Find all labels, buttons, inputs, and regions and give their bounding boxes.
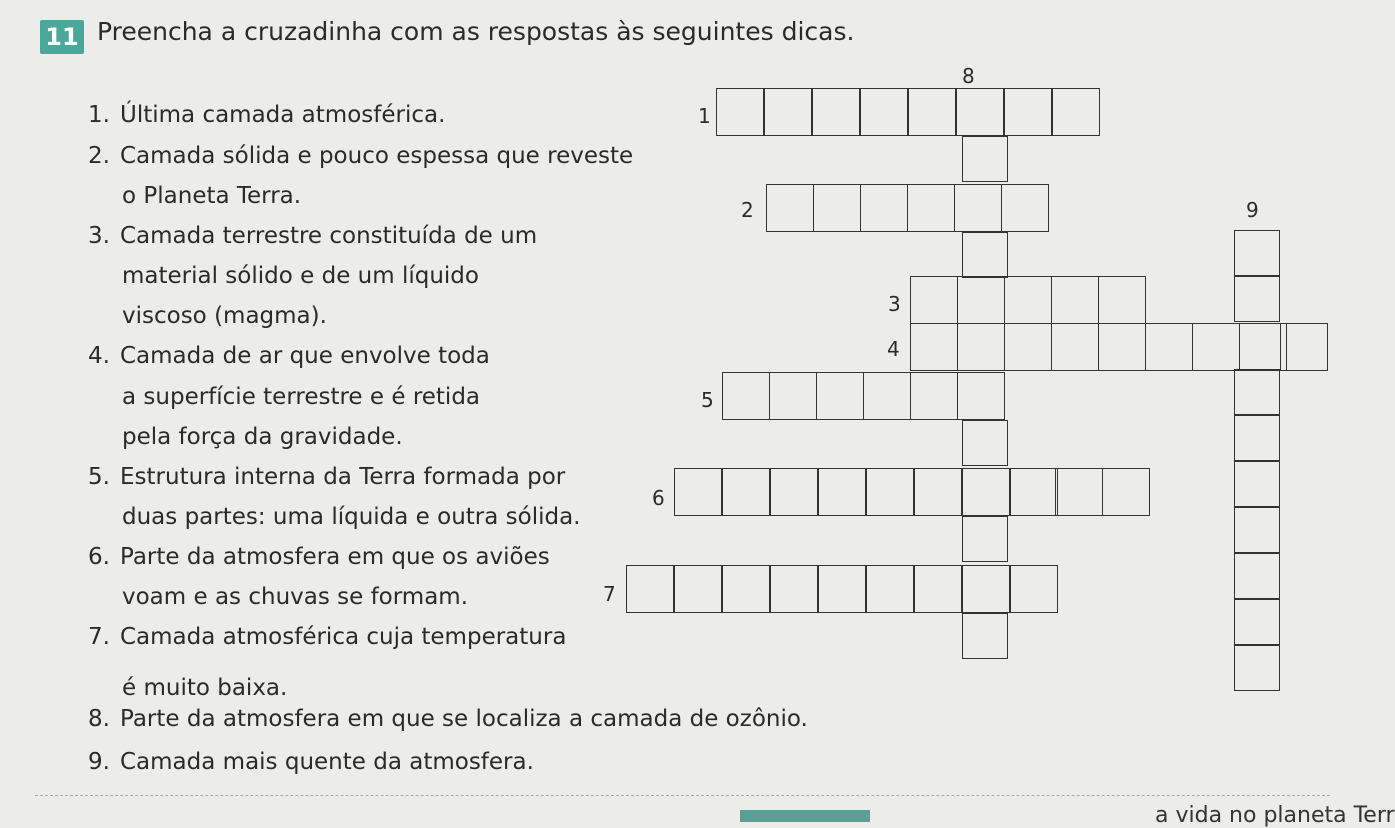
crossword-cell[interactable] [866, 565, 914, 613]
grid-number-5: 5 [701, 388, 714, 412]
crossword-cell[interactable] [816, 372, 864, 420]
clue-7-line-2: é muito baixa. [122, 675, 288, 701]
crossword-cell[interactable] [962, 613, 1008, 659]
clue-text: Camada de ar que envolve toda [120, 343, 490, 369]
grid-number-3: 3 [888, 292, 901, 316]
grid-number-4: 4 [887, 337, 900, 361]
crossword-cell[interactable] [1051, 323, 1099, 371]
crossword-cell[interactable] [722, 372, 770, 420]
grid-number-1: 1 [698, 104, 711, 128]
crossword-cell[interactable] [674, 468, 722, 516]
grid-number-2: 2 [741, 198, 754, 222]
crossword-cell[interactable] [957, 323, 1005, 371]
crossword-cell[interactable] [818, 468, 866, 516]
crossword-cell[interactable] [1004, 323, 1052, 371]
clue-number: 3. [88, 223, 110, 249]
crossword-cell[interactable] [769, 372, 817, 420]
crossword-cell[interactable] [1010, 565, 1058, 613]
clue-text: Camada atmosférica cuja temperatura [120, 624, 567, 650]
clue-text: Parte da atmosfera em que se localiza a camada de ozônio. [120, 706, 808, 732]
crossword-cell[interactable] [956, 88, 1004, 136]
clue-text: Camada mais quente da atmosfera. [120, 749, 534, 775]
exercise-instruction: Preencha a cruzadinha com as respostas às seguintes dicas. [97, 17, 855, 46]
crossword-cell[interactable] [962, 136, 1008, 182]
crossword-cell[interactable] [910, 323, 958, 371]
crossword-cell[interactable] [770, 565, 818, 613]
crossword-cell[interactable] [1234, 415, 1280, 461]
crossword-cell[interactable] [1004, 88, 1052, 136]
crossword-cell[interactable] [722, 565, 770, 613]
crossword-cell[interactable] [907, 184, 955, 232]
clue-4-line-3: pela força da gravidade. [122, 424, 403, 450]
crossword-cell[interactable] [860, 88, 908, 136]
grid-number-8: 8 [962, 64, 975, 88]
clue-number: 7. [88, 624, 110, 650]
crossword-cell[interactable] [1280, 323, 1328, 371]
crossword-cell[interactable] [764, 88, 812, 136]
clue-number: 1. [88, 102, 110, 128]
clue-6-line-2: voam e as chuvas se formam. [122, 584, 469, 610]
footer-partial-text: a vida no planeta Terr [1155, 803, 1395, 828]
grid-number-7: 7 [603, 582, 616, 606]
crossword-cell[interactable] [962, 232, 1008, 278]
clue-number: 2. [88, 143, 110, 169]
crossword-cell[interactable] [1010, 468, 1058, 516]
crossword-cell[interactable] [1102, 468, 1150, 516]
crossword-cell[interactable] [1234, 645, 1280, 691]
crossword-cell[interactable] [957, 276, 1005, 324]
clue-5-line-2: duas partes: uma líquida e outra sólida. [122, 504, 581, 530]
crossword-cell[interactable] [1234, 461, 1280, 507]
crossword-cell[interactable] [957, 372, 1005, 420]
crossword-cell[interactable] [866, 468, 914, 516]
clue-text: Parte da atmosfera em que os aviões [120, 544, 550, 570]
crossword-cell[interactable] [1055, 468, 1103, 516]
clue-text: Estrutura interna da Terra formada por [120, 464, 566, 490]
crossword-cell[interactable] [914, 565, 962, 613]
clue-text: Camada sólida e pouco espessa que reveste [120, 143, 634, 169]
crossword-cell[interactable] [1051, 276, 1099, 324]
exercise-number-badge: 11 [40, 20, 84, 54]
clue-number: 9. [88, 749, 110, 775]
crossword-cell[interactable] [1001, 184, 1049, 232]
crossword-cell[interactable] [818, 565, 866, 613]
crossword-cell[interactable] [954, 184, 1002, 232]
crossword-cell[interactable] [962, 565, 1010, 613]
clue-3-line-2: material sólido e de um líquido [122, 263, 479, 289]
crossword-cell[interactable] [910, 372, 958, 420]
crossword-cell[interactable] [766, 184, 814, 232]
clue-number: 6. [88, 544, 110, 570]
clue-2-line-2: o Planeta Terra. [122, 183, 302, 209]
crossword-cell[interactable] [1004, 276, 1052, 324]
crossword-cell[interactable] [1234, 553, 1280, 599]
clue-number: 5. [88, 464, 110, 490]
crossword-cell[interactable] [914, 468, 962, 516]
crossword-cell[interactable] [962, 420, 1008, 466]
grid-number-9: 9 [1246, 198, 1259, 222]
crossword-cell[interactable] [1192, 323, 1240, 371]
page-accent-strip [740, 810, 870, 822]
crossword-cell[interactable] [1234, 276, 1280, 322]
crossword-cell[interactable] [1145, 323, 1193, 371]
clue-4-line-2: a superfície terrestre e é retida [122, 384, 481, 410]
crossword-cell[interactable] [860, 184, 908, 232]
crossword-cell[interactable] [1098, 276, 1146, 324]
clue-text: Camada terrestre constituída de um [120, 223, 538, 249]
grid-number-6: 6 [652, 486, 665, 510]
crossword-cell[interactable] [1234, 230, 1280, 276]
crossword-cell[interactable] [716, 88, 764, 136]
crossword-cell[interactable] [863, 372, 911, 420]
crossword-cell[interactable] [1234, 369, 1280, 415]
crossword-cell[interactable] [626, 565, 674, 613]
crossword-cell[interactable] [1098, 323, 1146, 371]
crossword-cell[interactable] [722, 468, 770, 516]
crossword-cell[interactable] [770, 468, 818, 516]
crossword-cell[interactable] [962, 516, 1008, 562]
crossword-cell[interactable] [1052, 88, 1100, 136]
crossword-cell[interactable] [812, 88, 860, 136]
clue-number: 8. [88, 706, 110, 732]
divider [35, 795, 1330, 796]
crossword-cell[interactable] [910, 276, 958, 324]
crossword-cell[interactable] [674, 565, 722, 613]
crossword-cell[interactable] [908, 88, 956, 136]
clue-text: Última camada atmosférica. [120, 102, 446, 128]
crossword-cell[interactable] [1234, 507, 1280, 553]
clue-number: 4. [88, 343, 110, 369]
crossword-cell[interactable] [962, 468, 1010, 516]
clue-3-line-3: viscoso (magma). [122, 303, 327, 329]
crossword-cell[interactable] [1234, 599, 1280, 645]
crossword-cell[interactable] [813, 184, 861, 232]
